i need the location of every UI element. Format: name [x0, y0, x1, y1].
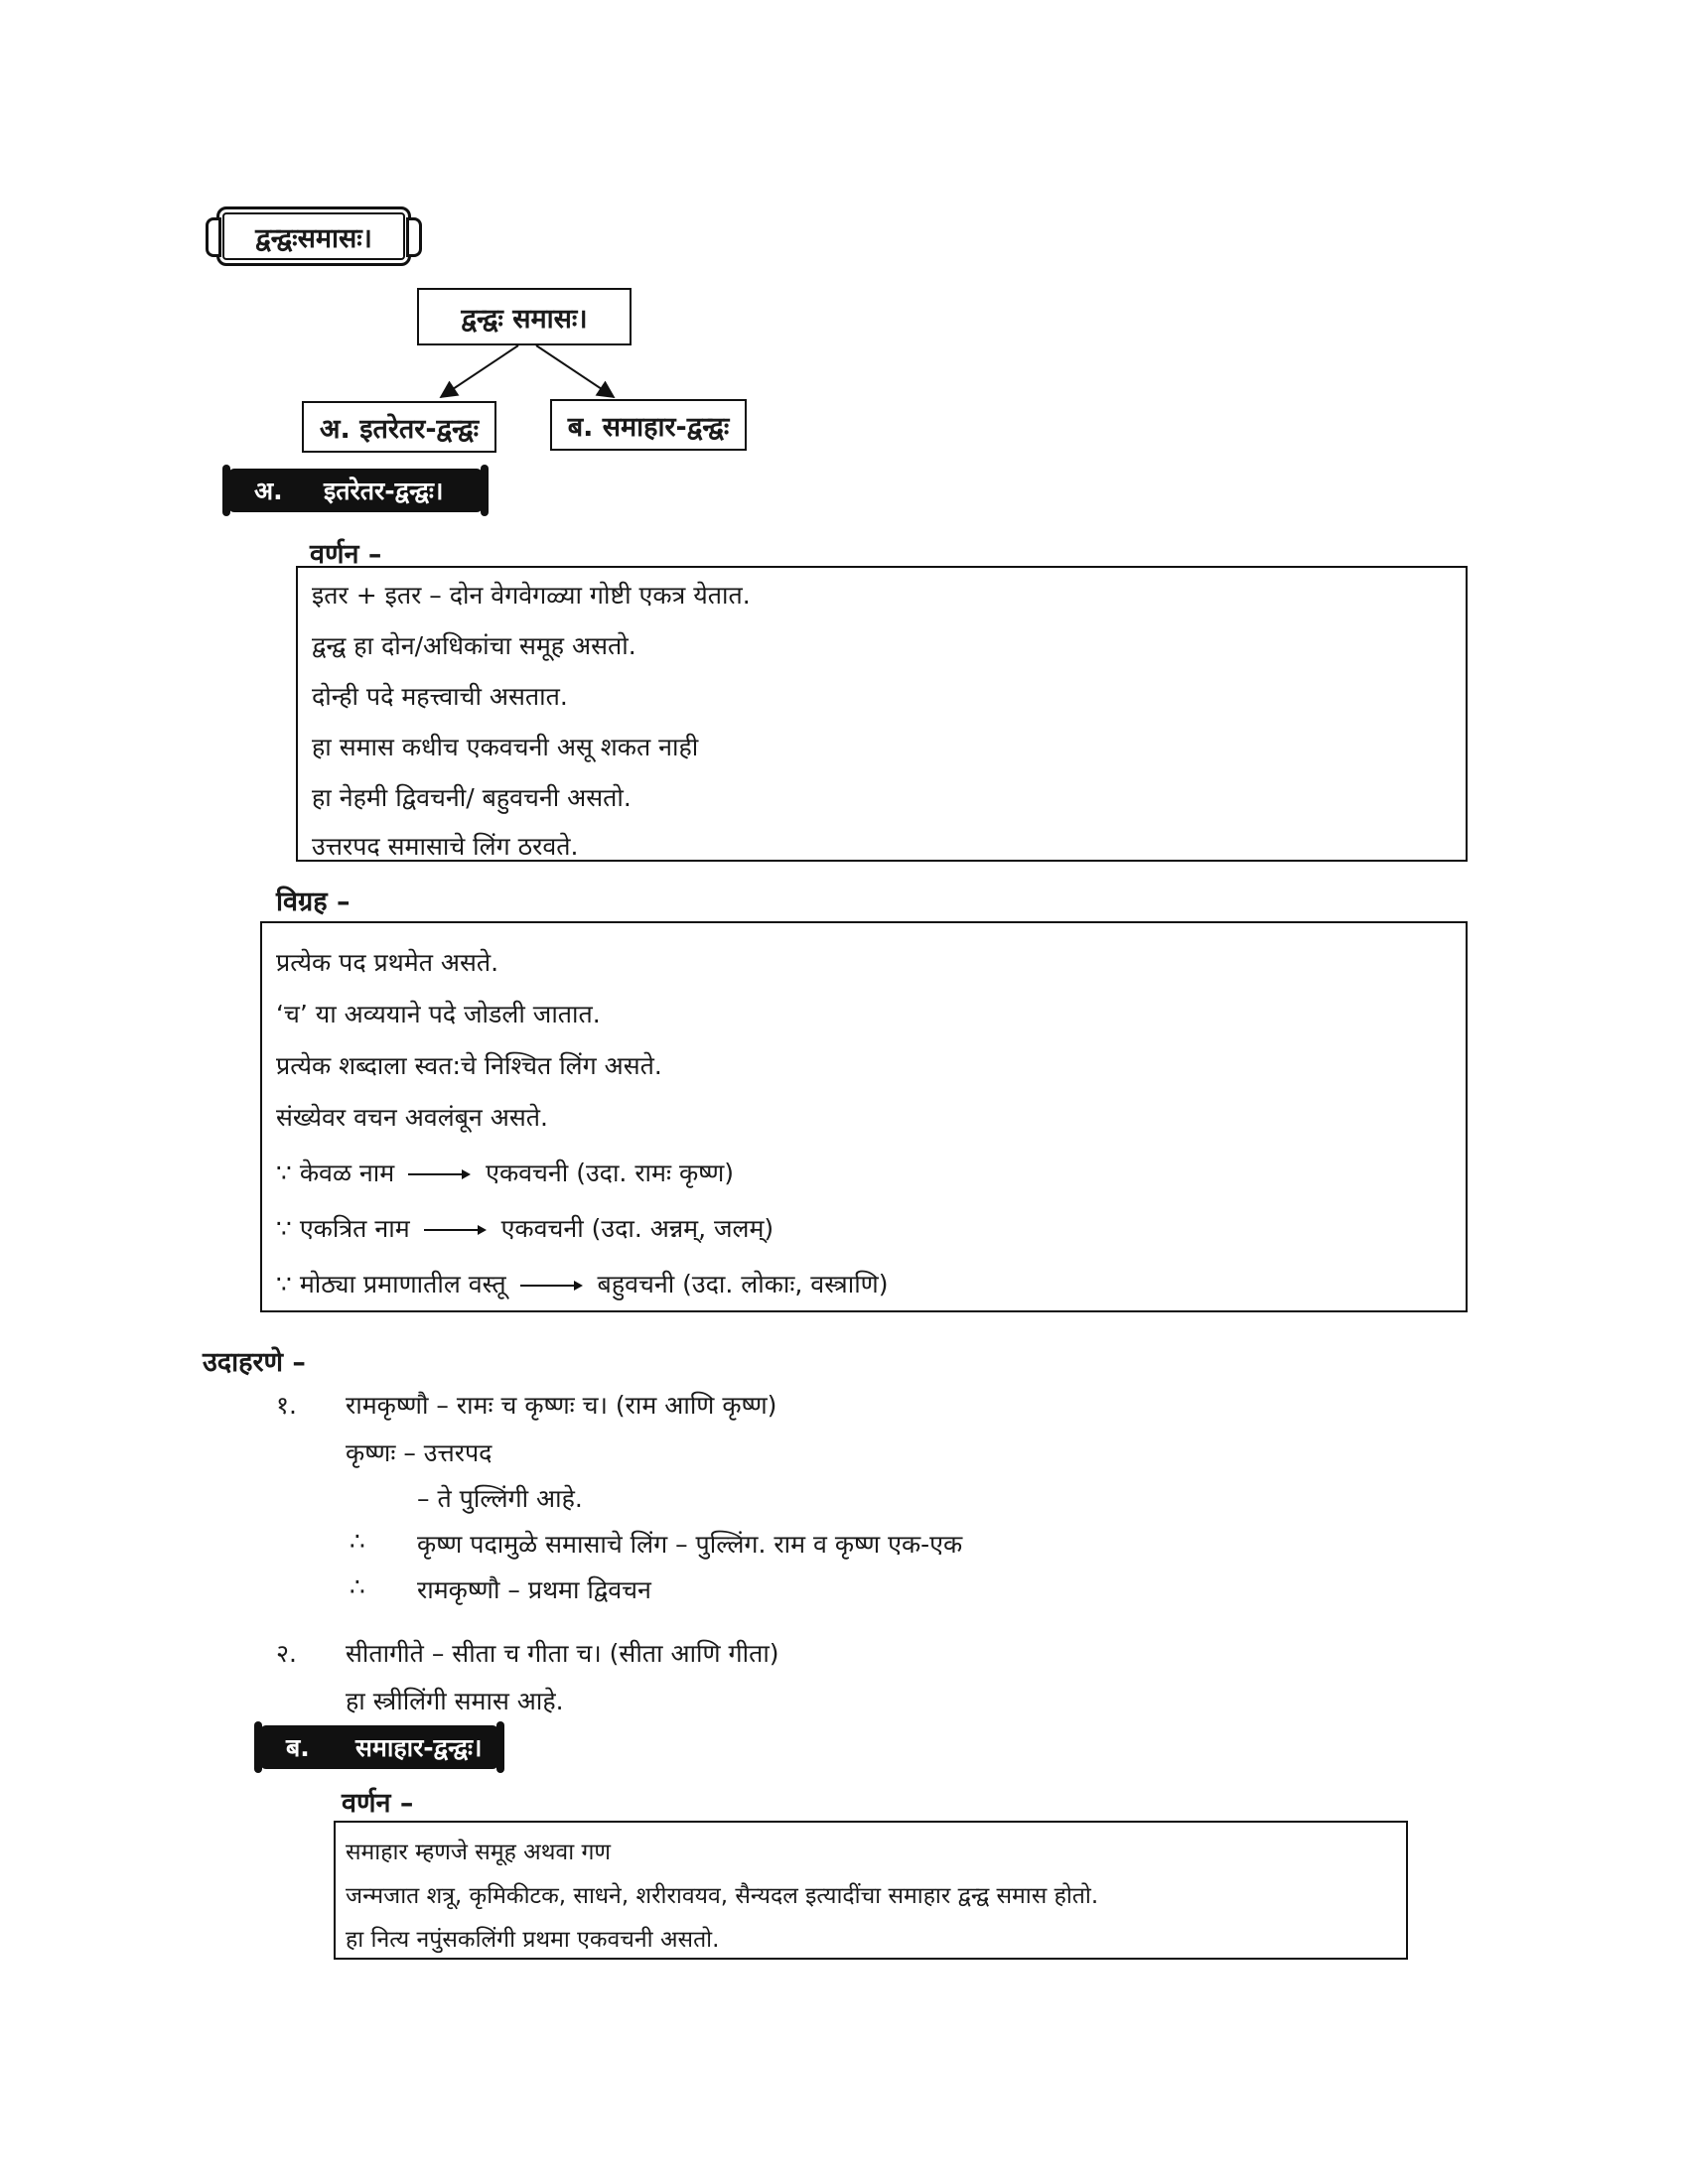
example-1-sub2: – ते पुल्लिंगी आहे. — [417, 1484, 583, 1513]
example-1-sub1: कृष्णः – उत्तरपद — [346, 1438, 492, 1467]
long-arrow-icon — [408, 1167, 472, 1181]
varnan-line: दोन्ही पदे महत्त्वाची असतात. — [312, 682, 568, 711]
varnan-line: हा समास कधीच एकवचनी असू शकत नाही — [312, 733, 699, 761]
rule-right: एकवचनी (उदा. अन्नम्, जलम्) — [500, 1214, 774, 1243]
example-1-therefore2: रामकृष्णौ – प्रथमा द्विवचन — [417, 1575, 651, 1604]
varnan-line: द्वन्द्व हा दोन/अधिकांचा समूह असतो. — [312, 631, 636, 660]
therefore-symbol: ∴ — [350, 1527, 365, 1556]
section-a-varnan-label: वर्णन – — [310, 539, 382, 570]
diagram-arrow-left — [441, 345, 518, 397]
section-a-banner — [228, 469, 483, 512]
varnan-line: हा नेहमी द्विवचनी/ बहुवचनी असतो. — [312, 783, 632, 812]
because-symbol: ∵ — [276, 1214, 292, 1243]
example-2-number: २. — [276, 1639, 297, 1668]
section-a-vigraha-label: विग्रह – — [276, 887, 351, 917]
example-2-text: सीतागीते – सीता च गीता च। (सीता आणि गीता) — [346, 1639, 779, 1668]
samahar-line: जन्मजात शत्रू, कृमिकीटक, साधने, शरीरावयव, सैन्यदल इत्यादींचा समाहार द्वन्द्व समास होतो. — [346, 1883, 1099, 1909]
vigraha-line: प्रत्येक शब्दाला स्वत:चे निश्चित लिंग असते. — [276, 1051, 662, 1080]
samahar-line: समाहार म्हणजे समूह अथवा गण — [346, 1840, 612, 1865]
diagram-root-label: द्वन्द्वः समासः। — [461, 303, 588, 335]
vigraha-line: संख्येवर वचन अवलंबून असते. — [276, 1103, 548, 1132]
vigraha-line: ‘च’ या अव्ययाने पदे जोडली जातात. — [276, 1000, 601, 1028]
page-title-text: द्वन्द्वःसमासः। — [255, 222, 372, 254]
section-a-varnan-box — [296, 566, 1468, 862]
section-a-vigraha-box — [260, 921, 1468, 1312]
rule-right: बहुवचनी (उदा. लोकाः, वस्त्राणि) — [597, 1270, 889, 1298]
vigraha-line: प्रत्येक पद प्रथमेत असते. — [276, 948, 499, 977]
section-b-letter: ब. — [286, 1733, 310, 1762]
diagram-arrow-right — [536, 345, 614, 397]
section-b-title: समाहार-द्वन्द्वः। — [355, 1733, 483, 1762]
example-2-sub1: हा स्त्रीलिंगी समास आहे. — [346, 1687, 564, 1715]
rule-left: एकत्रित नाम — [299, 1214, 410, 1243]
section-b-varnan-box — [334, 1821, 1408, 1960]
varnan-line: उत्तरपद समासाचे लिंग ठरवते. — [312, 832, 579, 861]
diagram-right-label: ब. समाहार-द्वन्द्वः — [567, 411, 730, 443]
vigraha-rule — [276, 1267, 889, 1300]
section-a-letter: अ. — [254, 477, 283, 505]
section-b-varnan-label: वर्णन – — [342, 1788, 414, 1819]
vigraha-rule — [276, 1156, 734, 1189]
long-arrow-icon — [424, 1223, 488, 1237]
examples-label: उदाहरणे – — [203, 1347, 306, 1378]
rule-right: एकवचनी (उदा. रामः कृष्ण) — [486, 1159, 735, 1187]
because-symbol: ∵ — [276, 1270, 292, 1298]
rule-left: केवळ नाम — [299, 1159, 395, 1187]
varnan-line: इतर + इतर – दोन वेगवेगळ्या गोष्टी एकत्र येतात. — [312, 581, 751, 610]
example-1-number: १. — [276, 1391, 297, 1420]
because-symbol: ∵ — [276, 1159, 292, 1187]
example-1-therefore1: कृष्ण पदामुळे समासाचे लिंग – पुल्लिंग. राम व कृष्ण एक-एक — [417, 1530, 963, 1559]
diagram-left-label: अ. इतरेतर-द्वन्द्वः — [319, 413, 480, 445]
rule-left: मोठ्या प्रमाणातील वस्तू — [299, 1270, 506, 1298]
diagram-left-box — [302, 401, 496, 453]
vigraha-rule — [276, 1211, 774, 1245]
samahar-line: हा नित्य नपुंसकलिंगी प्रथमा एकवचनी असतो. — [346, 1927, 720, 1953]
section-b-banner — [260, 1725, 498, 1769]
long-arrow-icon — [520, 1279, 584, 1293]
therefore-symbol: ∴ — [350, 1572, 365, 1601]
section-a-title: इतरेतर-द्वन्द्वः। — [324, 477, 444, 505]
example-1-text: रामकृष्णौ – रामः च कृष्णः च। (राम आणि कृष्ण) — [346, 1391, 777, 1420]
diagram-right-box — [550, 399, 747, 451]
